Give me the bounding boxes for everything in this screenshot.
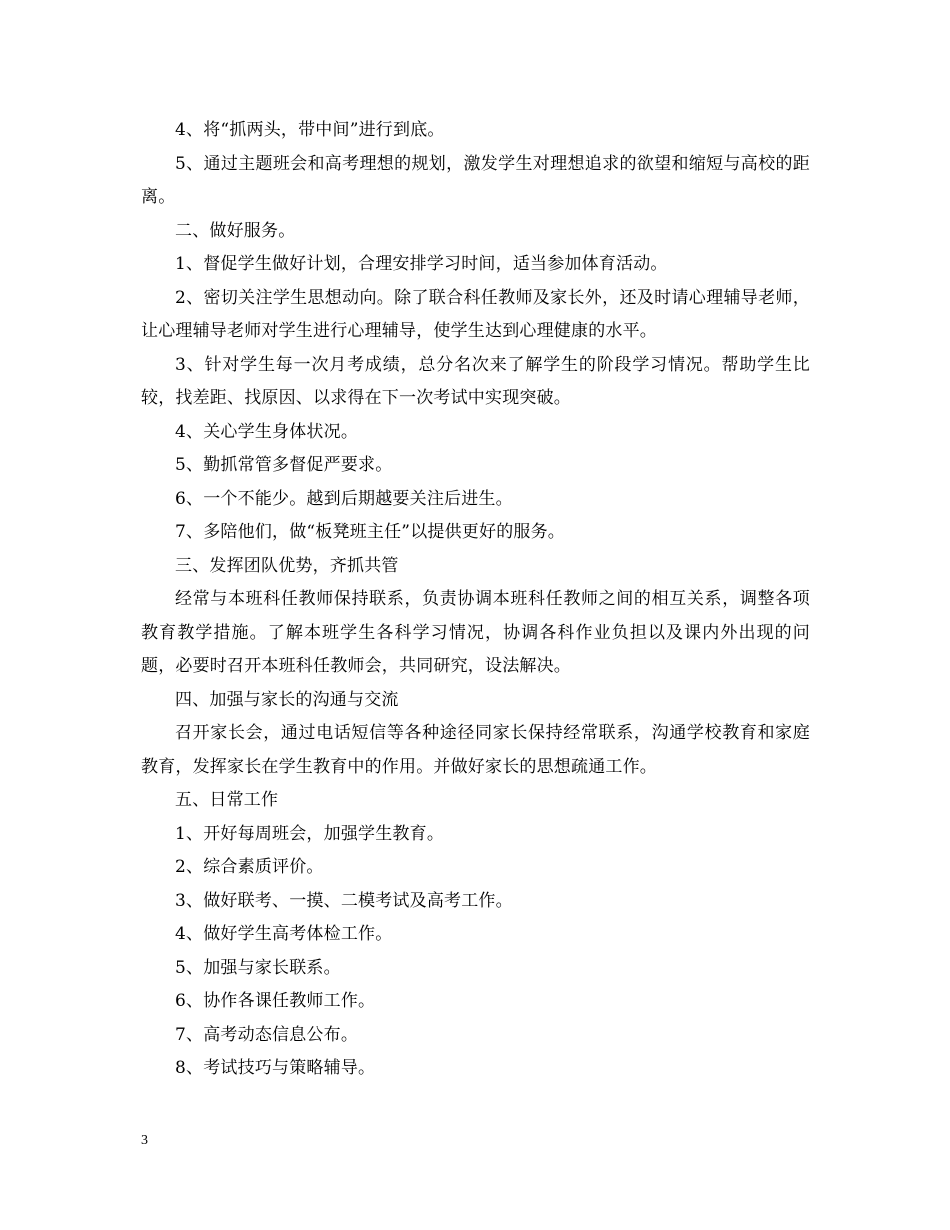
section-heading-team: 三、发挥团队优势，齐抓共管 [175, 555, 399, 576]
paragraph-item-3-monthly-exam: 3、针对学生每一次月考成绩，总分名次来了解学生的阶段学习情况。帮助学生比较，找差距、找原因、以求得在下一次考试中实现突破。 [141, 354, 810, 408]
section-heading-service: 二、做好服务。 [175, 220, 296, 241]
paragraph-item-5-management: 5、勤抓常管多督促严要求。 [175, 455, 393, 475]
document-body [141, 114, 810, 1086]
paragraph-item-2-psychology: 2、密切关注学生思想动向。除了联合科任教师及家长外，还及时请心理辅导老师，让心理辅导老师对学生进行心理辅导，使学生达到心理健康的水平。 [141, 287, 810, 341]
paragraph-daily-3: 3、做好联考、一摸、二模考试及高考工作。 [175, 890, 513, 911]
paragraph-item-4-strategy: 4、将“抓两头，带中间”进行到底。 [175, 120, 445, 140]
paragraph-daily-8: 8、考试技巧与策略辅导。 [175, 1058, 376, 1078]
section-heading-daily-work: 五、日常工作 [175, 790, 279, 810]
section-heading-parents: 四、加强与家长的沟通与交流 [175, 689, 399, 710]
paragraph-daily-1: 1、开好每周班会，加强学生教育。 [175, 823, 445, 844]
paragraph-item-4-health: 4、关心学生身体状况。 [175, 421, 359, 442]
paragraph-team-coordination: 经常与本班科任教师保持联系，负责协调本班科任教师之间的相互关系，调整各项教育教学措施。了解本班学生各科学习情况，协调各科作业负担以及课内外出现的问题，必要时召开本班科任教师会，共同研究，设法解决。 [141, 589, 810, 676]
paragraph-daily-4: 4、做好学生高考体检工作。 [175, 924, 393, 944]
paragraph-item-1-plan: 1、督促学生做好计划，合理安排学习时间，适当参加体育活动。 [175, 254, 668, 274]
paragraph-item-7-accompany: 7、多陪他们，做“板凳班主任”以提供更好的服务。 [175, 522, 565, 542]
paragraph-daily-6: 6、协作各课任教师工作。 [175, 991, 376, 1011]
page-number: 3 [141, 1133, 148, 1148]
paragraph-parent-communication: 召开家长会，通过电话短信等各种途径同家长保持经常联系，沟通学校教育和家庭教育，发挥家长在学生教育中的作用。并做好家长的思想疏通工作。 [141, 723, 810, 777]
paragraph-daily-2: 2、综合素质评价。 [175, 857, 324, 877]
paragraph-item-5-theme-meeting: 5、通过主题班会和高考理想的规划，激发学生对理想追求的欲望和缩短与高校的距离。 [141, 153, 810, 207]
paragraph-daily-5: 5、加强与家长联系。 [175, 957, 341, 978]
paragraph-item-6-no-one-left: 6、一个不能少。越到后期越要关注后进生。 [175, 488, 513, 509]
paragraph-daily-7: 7、高考动态信息公布。 [175, 1024, 359, 1045]
